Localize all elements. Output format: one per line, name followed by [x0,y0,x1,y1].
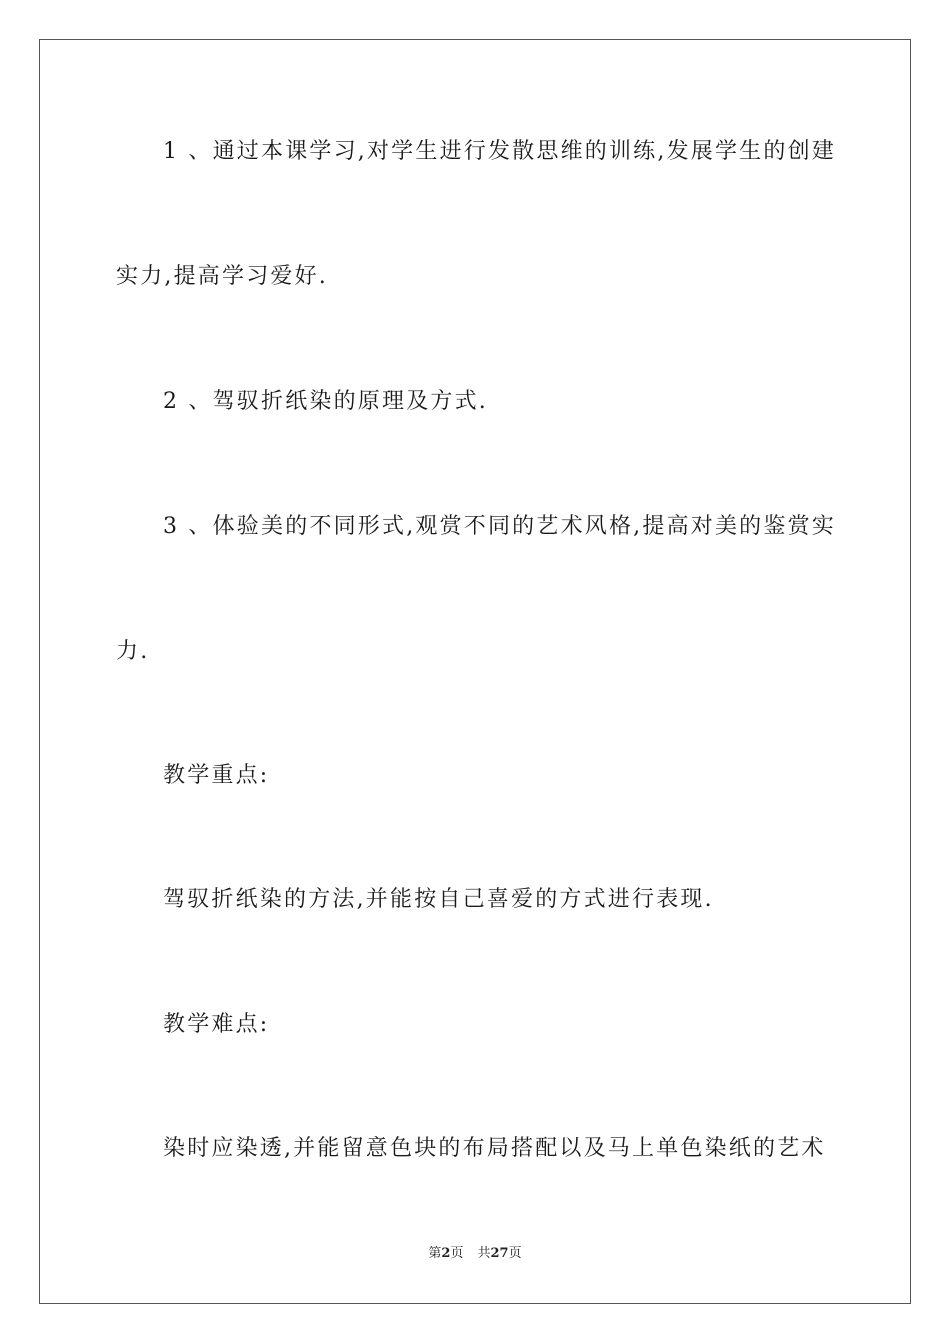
footer-page-suffix: 页 [450,1246,464,1261]
footer-total-prefix: 共 [477,1246,491,1261]
paragraph-line-4: 3 、体验美的不同形式,观赏不同的艺术风格,提高对美的鉴赏实 [163,514,836,539]
footer-total-suffix: 页 [508,1246,522,1261]
paragraph-line-7: 驾驭折纸染的方法,并能按自己喜爱的方式进行表现. [163,887,714,912]
section-heading-key-points: 教学重点: [163,763,270,788]
footer-page-prefix: 第 [428,1246,442,1261]
paragraph-line-2: 实力,提高学习爱好. [116,264,328,289]
footer-total-pages: 27 [490,1246,509,1261]
paragraph-line-9: 染时应染透,并能留意色块的布局搭配以及马上单色染纸的艺术 [163,1136,826,1161]
paragraph-line-3: 2 、驾驭折纸染的原理及方式. [163,389,488,414]
footer-page-number: 2 [441,1246,451,1261]
paragraph-line-5: 力. [116,639,150,664]
paragraph-line-1: 1 、通过本课学习,对学生进行发散思维的训练,发展学生的创建 [163,139,836,164]
page-border [39,39,911,1304]
page-footer [0,1246,950,1262]
section-heading-difficulties: 教学难点: [163,1012,270,1037]
